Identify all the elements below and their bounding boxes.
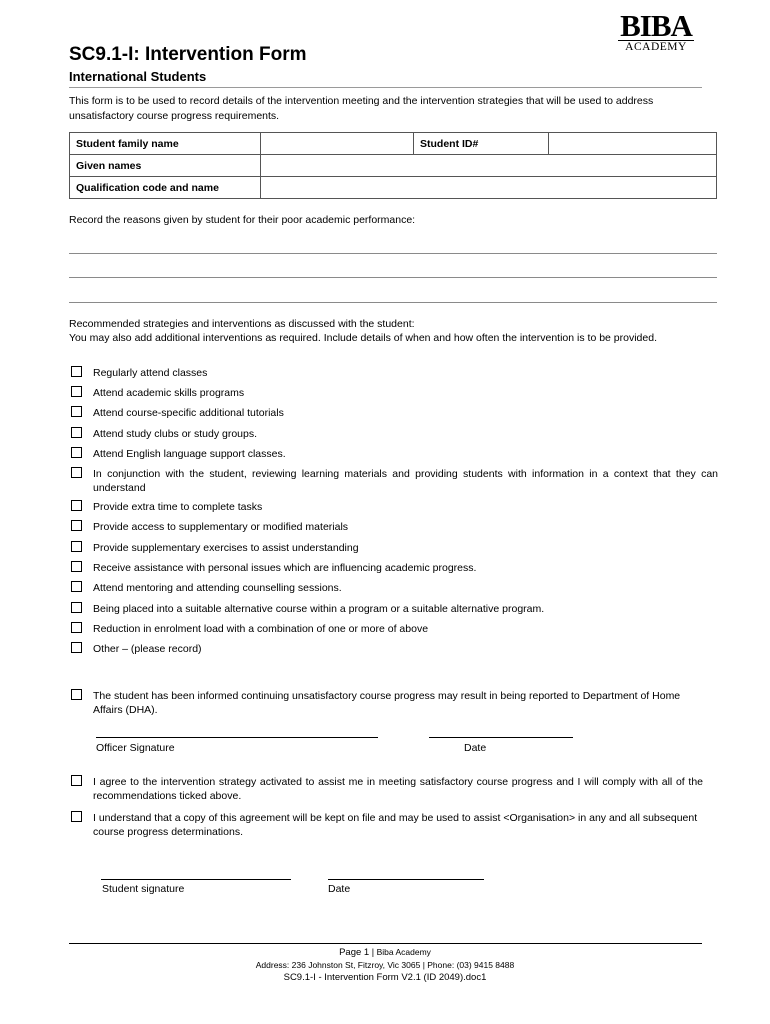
strategy-checkbox[interactable] — [71, 541, 82, 552]
student-signature-label: Student signature — [102, 883, 185, 895]
logo-wordmark: BIBA — [620, 8, 692, 43]
family-name-field[interactable] — [261, 133, 414, 155]
biba-academy-logo — [618, 8, 694, 53]
logo-subtext: ACADEMY — [618, 40, 694, 53]
strategy-label: Provide extra time to complete tasks — [93, 501, 263, 513]
footer-page-line — [0, 947, 770, 958]
student-info-table — [69, 132, 717, 199]
footer-doc-name: SC9.1-I - Intervention Form V2.1 (ID 2049).doc1 — [283, 972, 487, 983]
strategy-label: Attend course-specific additional tutorials — [93, 407, 284, 419]
form-title: SC9.1-I: Intervention Form — [69, 44, 307, 65]
footer-divider — [69, 943, 702, 944]
strategy-label: Provide access to supplementary or modified materials — [93, 521, 349, 533]
understand-checkbox[interactable] — [71, 811, 82, 822]
qualification-label: Qualification code and name — [70, 177, 261, 199]
reasons-prompt: Record the reasons given by student for their poor academic performance: — [69, 214, 416, 226]
strategy-checkbox[interactable] — [71, 386, 82, 397]
strategy-checkbox[interactable] — [71, 581, 82, 592]
strategy-label: Regularly attend classes — [93, 367, 208, 379]
student-date-line[interactable] — [328, 879, 484, 880]
strategy-label: Attend English language support classes. — [93, 448, 286, 460]
strategy-checkbox[interactable] — [71, 366, 82, 377]
reasons-line[interactable] — [69, 302, 717, 303]
given-names-label: Given names — [70, 155, 261, 177]
qualification-field[interactable] — [261, 177, 717, 199]
agree-checkbox[interactable] — [71, 775, 82, 786]
reasons-line[interactable] — [69, 277, 717, 278]
form-subtitle: International Students — [69, 69, 207, 84]
footer-org: Biba Academy — [376, 947, 431, 957]
officer-date-label: Date — [464, 742, 487, 754]
strategy-label: Reduction in enrolment load with a combination of one or more of above — [93, 623, 429, 635]
understand-statement: I understand that a copy of this agreement will be kept on file and may be used to assist <Organisation> in any and all subsequent course progress determinations. — [93, 812, 698, 838]
strategy-label: Attend academic skills programs — [93, 387, 245, 399]
strategy-label: Attend study clubs or study groups. — [93, 428, 258, 440]
student-id-label: Student ID# — [414, 133, 549, 155]
dha-checkbox[interactable] — [71, 689, 82, 700]
officer-signature-line[interactable] — [96, 737, 378, 738]
strategies-intro: Recommended strategies and interventions as discussed with the student: — [69, 318, 415, 330]
strategy-label: Provide supplementary exercises to assist understanding — [93, 542, 359, 554]
student-date-label: Date — [328, 883, 351, 895]
agree-statement: I agree to the intervention strategy activated to assist me in meeting satisfactory course progress and I will comply with all of the recommendations ticked above. — [93, 776, 703, 802]
strategy-checkbox[interactable] — [71, 406, 82, 417]
strategy-checkbox[interactable] — [71, 561, 82, 572]
strategy-checkbox[interactable] — [71, 622, 82, 633]
strategy-checkbox[interactable] — [71, 427, 82, 438]
strategy-checkbox[interactable] — [71, 467, 82, 478]
footer-separator: | — [371, 947, 375, 957]
strategy-checkbox[interactable] — [71, 602, 82, 613]
strategy-label: Receive assistance with personal issues which are influencing academic progress. — [93, 562, 477, 574]
given-names-field[interactable] — [261, 155, 717, 177]
strategy-label: In conjunction with the student, reviewing learning materials and providing students with information in a context that they can understand — [93, 468, 718, 494]
footer-address: Address: 236 Johnston St, Fitzroy, Vic 3065 | Phone: (03) 9415 8488 — [255, 960, 515, 970]
strategy-label: Other – (please record) — [93, 643, 202, 655]
strategies-instructions: You may also add additional interventions as required. Include details of when and how often the intervention is to be provided. — [69, 332, 657, 344]
strategy-checkbox[interactable] — [71, 520, 82, 531]
family-name-label: Student family name — [70, 133, 261, 155]
strategy-checkbox[interactable] — [71, 500, 82, 511]
student-signature-line[interactable] — [101, 879, 291, 880]
page-number: Page 1 — [339, 947, 370, 958]
officer-signature-label: Officer Signature — [96, 742, 175, 754]
strategy-checkbox[interactable] — [71, 642, 82, 653]
dha-statement: The student has been informed continuing unsatisfactory course progress may result in being reported to Department of Home Affairs (DHA). — [93, 690, 681, 716]
strategy-label: Being placed into a suitable alternative course within a program or a suitable alternative program. — [93, 603, 545, 615]
reasons-line[interactable] — [69, 253, 717, 254]
header-divider — [69, 87, 702, 88]
student-id-field[interactable] — [549, 133, 717, 155]
intro-text: This form is to be used to record details of the intervention meeting and the intervention strategies that will be used to address unsatisfactory course progress requirements. — [69, 95, 654, 122]
strategy-checkbox[interactable] — [71, 447, 82, 458]
officer-date-line[interactable] — [429, 737, 573, 738]
strategy-label: Attend mentoring and attending counselling sessions. — [93, 582, 342, 594]
